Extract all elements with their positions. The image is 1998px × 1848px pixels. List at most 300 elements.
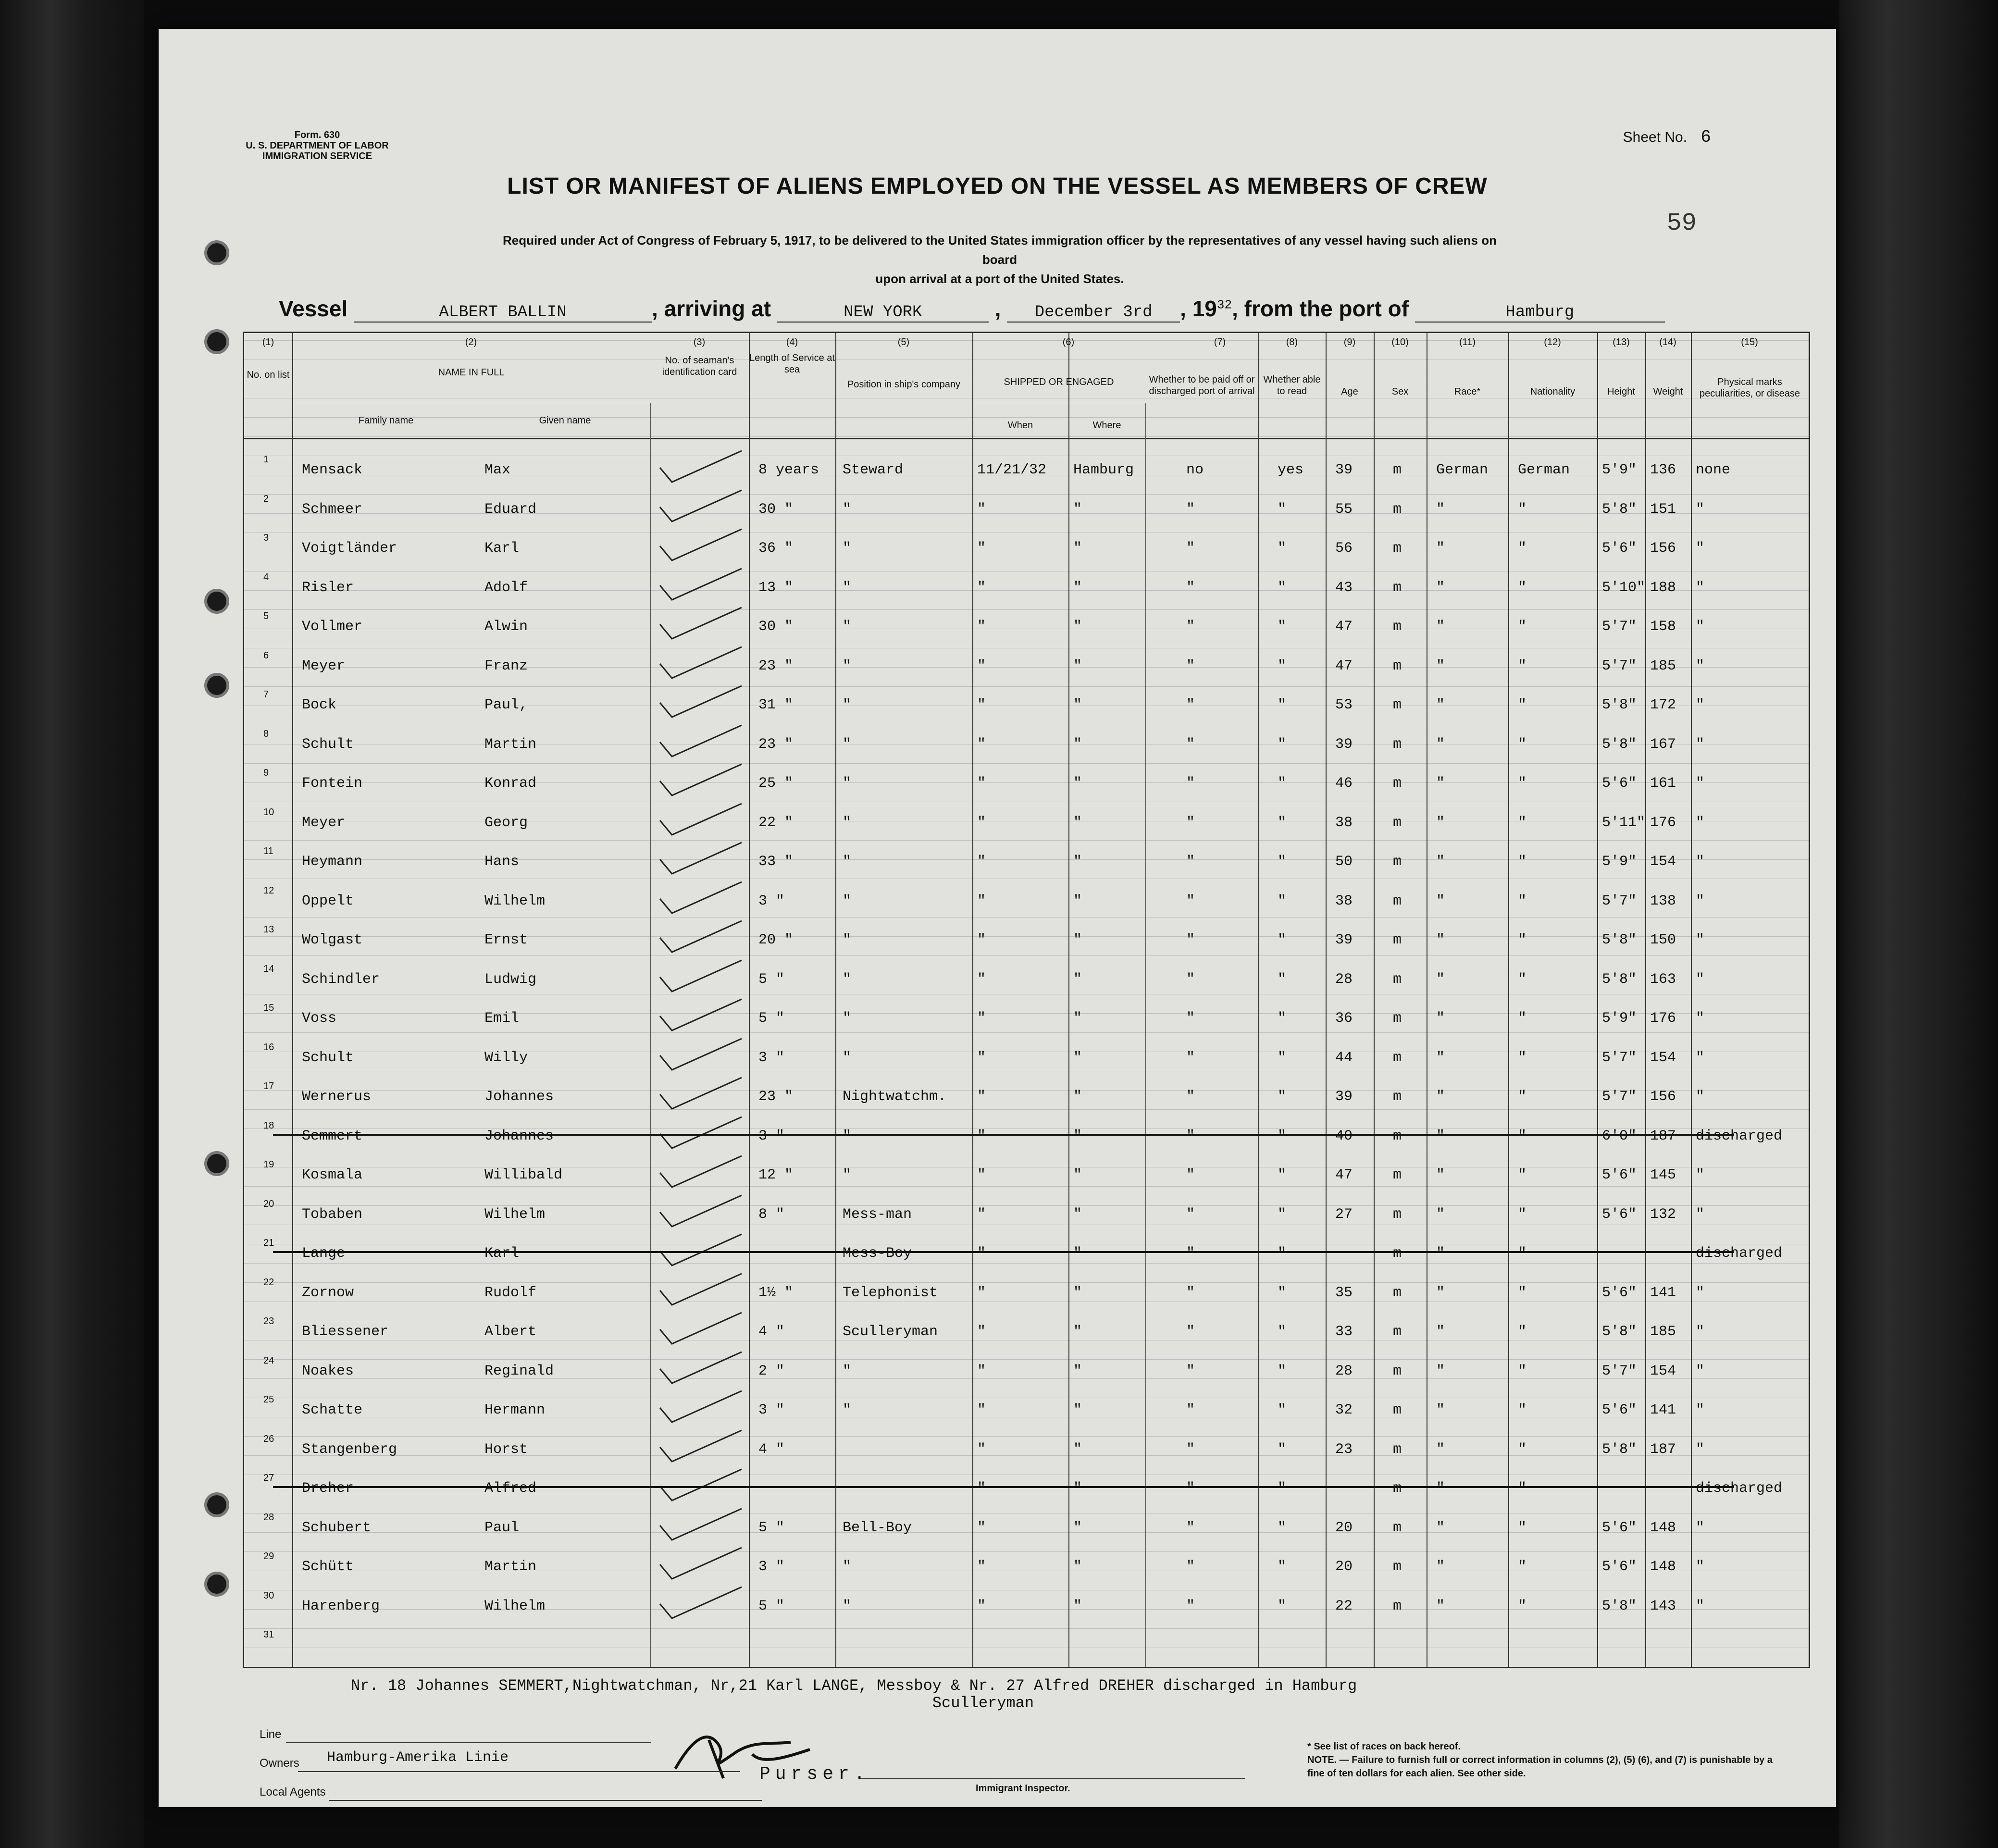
crew-row [244,1506,1809,1545]
cell-race: " [1436,657,1445,674]
column-number: (5) [897,337,910,347]
cell-position: Telephonist [843,1284,938,1301]
cell-weight: 172 [1650,697,1676,713]
cell-read: " [1278,1441,1287,1458]
cell-weight: 154 [1650,1049,1676,1066]
cell-weight: 163 [1650,971,1676,988]
cell-service: 20 " [758,932,794,948]
cell-height: 5'9" [1602,1010,1637,1027]
header-id-card: No. of seaman's identification card [662,355,737,377]
cell-when: 11/21/32 [977,462,1047,478]
cell-family: Meyer [302,814,346,831]
header-divider [244,438,1809,439]
cell-given: Max [484,462,511,478]
cell-marks: " [1696,971,1705,988]
cell-where: " [1073,1519,1082,1536]
cell-given: Paul, [484,697,528,713]
cell-sex: m [1393,1128,1402,1144]
cell-marks: " [1696,1284,1705,1301]
vessel-name: ALBERT BALLIN [354,303,652,322]
sheet-label: Sheet No. [1623,129,1688,145]
cell-read: " [1278,579,1287,596]
cell-when: " [977,501,986,518]
cell-where: " [1073,736,1082,753]
cell-service: 3 " [758,1402,785,1418]
cell-family: Schult [302,1049,354,1066]
cell-given: Eduard [484,501,537,518]
cell-paid: " [1186,540,1195,557]
crew-row [244,1350,1809,1389]
cell-position: Mess-Boy [843,1245,912,1262]
cell-service: 3 " [758,1128,785,1144]
cell-given: Reginald [484,1363,554,1379]
cell-paid: " [1186,1010,1195,1027]
column-number: (12) [1544,337,1561,347]
crew-row [244,801,1809,840]
cell-nat: " [1518,697,1527,713]
cell-given: Adolf [484,579,528,596]
crew-row [244,1193,1809,1232]
checkmark-icon [653,1506,749,1545]
cell-age: 55 [1335,501,1353,518]
cell-position: " [843,501,852,518]
crew-row [244,1075,1809,1114]
cell-service: 33 " [758,854,794,870]
cell-family: Bock [302,697,337,713]
cell-paid: " [1186,1559,1195,1575]
cell-sex: m [1393,1010,1402,1027]
checkmark-icon [653,1310,749,1349]
cell-service: 30 " [758,501,794,518]
cell-position: " [843,775,852,792]
checkmark-icon [653,762,749,800]
cell-race: " [1436,736,1445,753]
header-able-read: Whether able to read [1263,374,1321,397]
checkmark-icon [653,1075,749,1114]
checkmark-icon [653,1350,749,1388]
cell-marks: " [1696,1598,1705,1614]
cell-when: " [977,1010,986,1027]
cell-given: Alwin [484,619,528,635]
cell-nat: " [1518,971,1527,988]
header-when: When [1007,420,1033,431]
column-number: (1) [262,337,274,347]
cell-position: " [843,1363,852,1379]
cell-given: Hans [484,854,520,870]
cell-position: " [843,619,852,635]
local-agents-rule [329,1800,762,1801]
cell-family: Schubert [302,1519,372,1536]
cell-where: " [1073,1167,1082,1183]
cell-height: 5'6" [1602,540,1637,557]
column-number: (11) [1459,337,1476,347]
cell-nat: " [1518,501,1527,518]
cell-nat: " [1518,814,1527,831]
header-length-service: Length of Service at sea [749,353,835,375]
cell-height: 5'7" [1602,619,1637,635]
cell-age: 35 [1335,1284,1353,1301]
cell-height: 5'6" [1602,1402,1637,1418]
cell-height: 5'6" [1602,1167,1637,1183]
cell-family: Risler [302,579,354,596]
cell-family: Schmeer [302,501,363,518]
checkmark-icon [653,1036,749,1075]
cell-family: Voss [302,1010,337,1027]
cell-race: " [1436,1363,1445,1379]
cell-family: Schütt [302,1559,354,1575]
cell-marks: " [1696,814,1705,831]
cell-sex: m [1393,1089,1402,1105]
checkmark-icon [653,1193,749,1231]
checkmark-icon [653,1153,749,1192]
cell-marks: " [1696,697,1705,713]
cell-given: Willibald [484,1167,563,1183]
cell-given: Albert [484,1324,537,1340]
cell-given: Wilhelm [484,1598,546,1614]
cell-nat: " [1518,579,1527,596]
cell-family: Oppelt [302,893,354,909]
checkmark-icon [653,997,749,1035]
crew-row [244,1271,1809,1310]
crew-row [244,1389,1809,1427]
cell-paid: " [1186,893,1195,909]
column-number: (10) [1391,337,1409,347]
crew-table [243,332,1810,1668]
cell-read: " [1278,814,1287,831]
document-subtitle [495,231,1504,288]
checkmark-icon [653,880,749,918]
subtitle-line-2: upon arrival at a port of the United States. [875,272,1124,286]
cell-where: " [1073,657,1082,674]
cell-sex: m [1393,854,1402,870]
cell-service: 12 " [758,1167,794,1183]
cell-no: 5 [263,611,269,621]
cell-age: 33 [1335,1324,1353,1340]
cell-sex: m [1393,814,1402,831]
cell-read: " [1278,540,1287,557]
header-family-name: Family name [358,415,414,426]
cell-position: " [843,1402,852,1418]
crew-row [244,918,1809,957]
crew-row [244,527,1809,566]
cell-when: " [977,1206,986,1223]
column-number: (3) [693,337,706,347]
cell-race: " [1436,579,1445,596]
cell-age: 43 [1335,579,1353,596]
cell-sex: m [1393,462,1402,478]
arrival-date: December 3rd [1007,303,1180,322]
cell-weight: 154 [1650,854,1676,870]
cell-when: " [977,1480,986,1497]
cell-when: " [977,619,986,635]
cell-nat: " [1518,1363,1527,1379]
sheet-number [1623,127,1711,147]
cell-race: " [1436,854,1445,870]
inspector-rule [860,1778,1245,1779]
cell-when: " [977,697,986,713]
cell-marks: " [1696,1441,1705,1458]
cell-marks: " [1696,1167,1705,1183]
cell-age: 38 [1335,814,1353,831]
cell-race: " [1436,1245,1445,1262]
crew-row [244,683,1809,722]
cell-nat: " [1518,1089,1527,1105]
cell-marks: " [1696,1402,1705,1418]
checkmark-icon [653,840,749,879]
cell-weight: 145 [1650,1167,1676,1183]
cell-no: 7 [263,689,269,700]
cell-paid: " [1186,1480,1195,1497]
cell-height: 5'11" [1602,814,1646,831]
cell-given: Johannes [484,1128,554,1144]
cell-age: 39 [1335,462,1353,478]
cell-paid: " [1186,1128,1195,1144]
cell-height: 5'7" [1602,893,1637,909]
cell-race: " [1436,1089,1445,1105]
checkmark-icon [653,958,749,996]
column-number: (4) [786,337,798,347]
cell-position: " [843,657,852,674]
cell-service: 36 " [758,540,794,557]
cell-weight: 176 [1650,1010,1676,1027]
document-title: LIST OR MANIFEST OF ALIENS EMPLOYED ON THE VESSEL AS MEMBERS OF CREW [507,174,1488,199]
cell-no: 12 [263,885,274,896]
cell-given: Karl [484,540,520,557]
year-suffix: 32 [1216,298,1232,312]
cell-service: 3 " [758,1559,785,1575]
cell-race: " [1436,540,1445,557]
cell-marks: " [1696,854,1705,870]
cell-age: 38 [1335,893,1353,909]
cell-paid: " [1186,1519,1195,1536]
crew-row [244,1467,1809,1506]
header-no-on-list: No. on list [247,370,290,380]
column-number: (9) [1343,337,1356,347]
cell-sex: m [1393,1363,1402,1379]
cell-no: 4 [263,571,269,583]
crew-row [244,840,1809,879]
cell-given: Johannes [484,1089,554,1105]
cell-sex: m [1393,579,1402,596]
cell-sex: m [1393,1167,1402,1183]
cell-given: Horst [484,1441,528,1458]
cell-service: 3 " [758,1049,785,1066]
column-number: (6) [1062,337,1075,347]
cell-height: 5'8" [1602,697,1637,713]
cell-given: Willy [484,1049,528,1066]
cell-age: 27 [1335,1206,1353,1223]
cell-where: " [1073,1128,1082,1144]
column-number: (7) [1214,337,1226,347]
cell-age: 36 [1335,1010,1353,1027]
races-note: * See list of races on back hereof. [1307,1741,1461,1752]
line-rule [286,1742,651,1743]
checkmark-icon [653,918,749,957]
cell-read: " [1278,1519,1287,1536]
cell-no: 15 [263,1003,274,1013]
cell-paid: " [1186,579,1195,596]
cell-where: " [1073,932,1082,948]
strike-through-line [273,1251,1734,1253]
cell-position: " [843,893,852,909]
cell-height: 6'0" [1602,1128,1637,1144]
cell-position: " [843,697,852,713]
cell-marks: discharged [1696,1245,1783,1262]
cell-nat: " [1518,657,1527,674]
cell-read: " [1278,971,1287,988]
cell-age: 40 [1335,1128,1353,1144]
crew-row [244,723,1809,762]
cell-marks: " [1696,1324,1705,1340]
cell-age: 23 [1335,1441,1353,1458]
cell-read: " [1278,854,1287,870]
cell-given: Rudolf [484,1284,537,1301]
cell-weight: 150 [1650,932,1676,948]
cell-nat: German [1518,462,1570,478]
cell-family: Semmert [302,1128,363,1144]
cell-when: " [977,1167,986,1183]
checkmark-icon [653,801,749,840]
crew-row [244,1232,1809,1271]
cell-position: " [843,1598,852,1614]
cell-weight: 136 [1650,462,1676,478]
cell-sex: m [1393,736,1402,753]
cell-race: " [1436,1480,1445,1497]
cell-paid: " [1186,1598,1195,1614]
service-name: IMMIGRATION SERVICE [262,151,372,161]
cell-when: " [977,775,986,792]
owners-label: Owners [260,1757,299,1770]
cell-where: " [1073,1441,1082,1458]
column-number: (8) [1286,337,1298,347]
cell-given: Franz [484,657,528,674]
cell-paid: " [1186,932,1195,948]
cell-no: 16 [263,1042,274,1053]
cell-where: " [1073,1089,1082,1105]
column-number: (15) [1741,337,1758,347]
punch-hole [204,1572,229,1597]
cell-no: 18 [263,1120,274,1131]
cell-read: " [1278,775,1287,792]
checkmark-icon [653,723,749,761]
cell-race: " [1436,1598,1445,1614]
cell-race: " [1436,1559,1445,1575]
cell-nat: " [1518,1441,1527,1458]
cell-where: " [1073,1402,1082,1418]
cell-no: 13 [263,924,274,935]
cell-where: " [1073,1245,1082,1262]
cell-position: " [843,1559,852,1575]
cell-read: " [1278,1284,1287,1301]
cell-read: " [1278,1559,1287,1575]
cell-paid: " [1186,619,1195,635]
cell-no: 22 [263,1277,274,1288]
cell-weight: 188 [1650,579,1676,596]
cell-nat: " [1518,1206,1527,1223]
cell-service: 3 " [758,893,785,909]
cell-where: " [1073,540,1082,557]
cell-when: " [977,814,986,831]
arriving-label: , arriving at [652,296,771,321]
cell-race: " [1436,1441,1445,1458]
cell-nat: " [1518,1284,1527,1301]
cell-service: 31 " [758,697,794,713]
cell-sex: m [1393,1480,1402,1497]
cell-when: " [977,1559,986,1575]
cell-weight: 148 [1650,1519,1676,1536]
cell-given: Georg [484,814,528,831]
cell-race: " [1436,1324,1445,1340]
cell-read: " [1278,657,1287,674]
cell-position: Bell-Boy [843,1519,912,1536]
cell-no: 21 [263,1238,274,1248]
cell-when: " [977,854,986,870]
cell-service: 8 years [758,462,819,478]
cell-where: " [1073,579,1082,596]
cell-read: " [1278,1363,1287,1379]
cell-marks: " [1696,1049,1705,1066]
cell-marks: " [1696,540,1705,557]
cell-service: 22 " [758,814,794,831]
cell-where: " [1073,775,1082,792]
cell-service: 25 " [758,775,794,792]
crew-row [244,880,1809,918]
cell-age: 20 [1335,1559,1353,1575]
cell-given: Martin [484,1559,537,1575]
cell-weight: 151 [1650,501,1676,518]
cell-family: Bliessener [302,1324,389,1340]
header-position: Position in ship's company [847,379,961,390]
cell-no: 17 [263,1081,274,1091]
cell-family: Lange [302,1245,346,1262]
cell-family: Wernerus [302,1089,372,1105]
cell-where: " [1073,854,1082,870]
vessel-label: Vessel [279,296,348,321]
cell-nat: " [1518,1245,1527,1262]
cell-race: " [1436,697,1445,713]
cell-nat: " [1518,1049,1527,1066]
cell-given: Hermann [484,1402,546,1418]
arriving-port: NEW YORK [777,303,989,322]
cell-weight: 156 [1650,1089,1676,1105]
cell-marks: " [1696,893,1705,909]
cell-family: Tobaben [302,1206,363,1223]
form-identifier [221,130,413,161]
owners-value: Hamburg-Amerika Linie [327,1749,509,1766]
page-stamp: 59 [1666,209,1697,237]
cell-paid: " [1186,775,1195,792]
cell-paid: " [1186,1284,1195,1301]
cell-when: " [977,971,986,988]
cell-no: 31 [263,1629,274,1640]
punch-hole [204,240,229,265]
checkmark-icon [653,488,749,526]
cell-family: Heymann [302,854,363,870]
local-agents-label: Local Agents [260,1786,326,1798]
crew-row [244,1428,1809,1467]
cell-marks: " [1696,775,1705,792]
cell-sex: m [1393,932,1402,948]
cell-service: 23 " [758,736,794,753]
cell-given: Wilhelm [484,893,546,909]
cell-sex: m [1393,697,1402,713]
header-race: Race* [1454,386,1481,397]
cell-age: 39 [1335,932,1353,948]
cell-marks: " [1696,1010,1705,1027]
cell-service: 4 " [758,1441,785,1458]
cell-age: 44 [1335,1049,1353,1066]
cell-no: 14 [263,963,274,974]
